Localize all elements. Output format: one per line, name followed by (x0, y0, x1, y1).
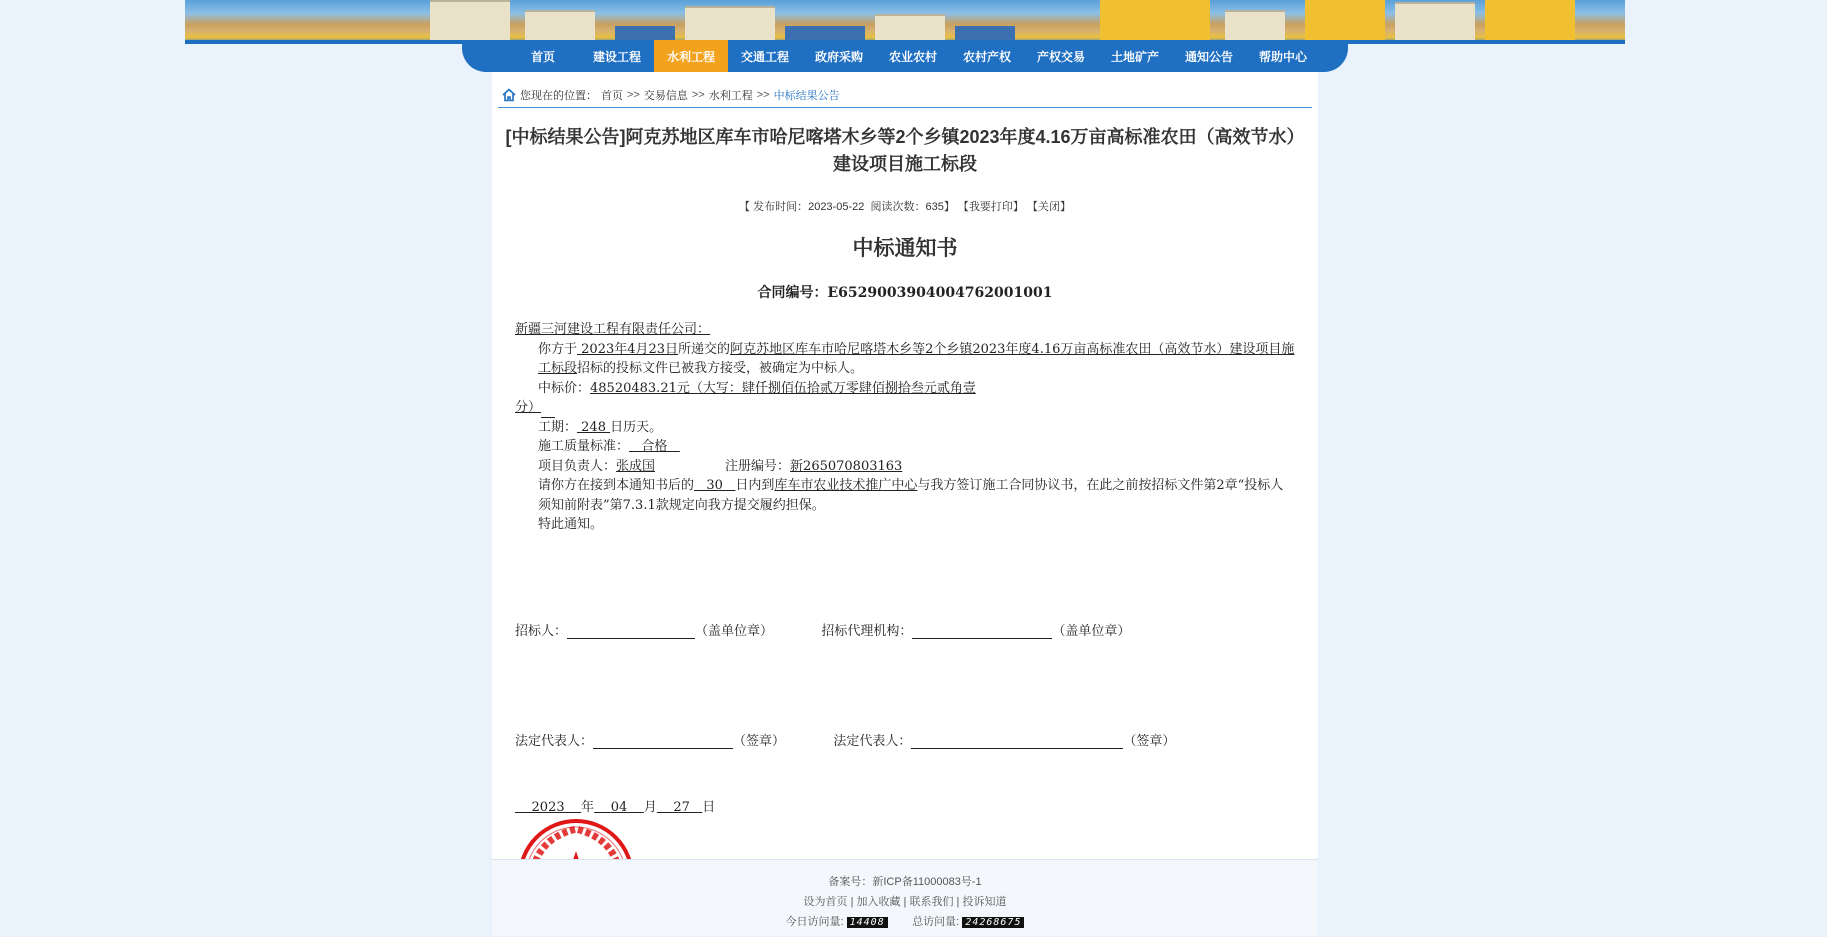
breadcrumb-separator: >> (691, 88, 705, 101)
tenderer-row (515, 620, 1130, 639)
footer-link-contact[interactable]: 联系我们 (909, 896, 954, 908)
breadcrumb-item-trade-info[interactable]: 交易信息 (643, 89, 688, 102)
sign-text-a: 请你方在接到本通知书后的 (538, 478, 695, 493)
breadcrumb-prefix: 您现在的位置： (520, 89, 597, 102)
tenderer-label: 招标人： (515, 624, 568, 639)
footer-link-favorite[interactable]: 加入收藏 (856, 896, 901, 908)
today-visits-counter: 14408 (847, 917, 888, 928)
total-visits-counter: 24268675 (962, 917, 1024, 928)
nav-item-home[interactable]: 首页 (530, 49, 555, 64)
sign-text-c: 与我方签订施工合同协议书，在此之前按招标文件第2章“投标人须知前附表”第7.3.1款规定向我方提交履约担保。 (538, 478, 1284, 513)
date-month: 04 (610, 800, 628, 815)
nav-item-help[interactable]: 帮助中心 (1258, 49, 1307, 64)
article-title-line2: 建设项目施工标段 (833, 154, 977, 174)
date-year: 2023 (531, 800, 565, 815)
contract-label: 合同编号： (757, 285, 828, 301)
period-unit: 日历天。 (610, 419, 663, 435)
sign-days: 30 (694, 478, 736, 493)
nav-item-transport[interactable]: 交通工程 (740, 49, 789, 64)
p1-text-c: 招标的投标文件已被我方接受，被确定为中标人。 (577, 361, 864, 376)
legal-rep-note: （签章） (733, 734, 786, 749)
price-value: 48520483.21元（大写：肆仟捌佰伍拾贰万零肆佰捌拾叁元贰角壹 (590, 380, 976, 396)
day-unit: 日 (702, 800, 716, 815)
price-label: 中标价： (538, 380, 591, 396)
agent-legal-rep-note: （签章） (1123, 734, 1176, 749)
reg-number: 新265070803163 (790, 458, 903, 474)
article-meta (492, 198, 1318, 214)
price-continuation: 分） (515, 400, 542, 415)
footer-link-set-home[interactable]: 设为首页 (803, 896, 848, 908)
p1-text-b: 所递交的 (678, 341, 731, 357)
period-value: 248 (577, 419, 611, 435)
breadcrumb-item-water[interactable]: 水利工程 (708, 89, 753, 102)
breadcrumb-separator: >> (627, 88, 640, 101)
footer-link-complaint[interactable]: 投诉知道 (962, 896, 1007, 908)
closing-text: 特此通知。 (538, 517, 604, 532)
read-label: 阅读次数： (870, 201, 926, 213)
publish-date: 2023-05-22 (808, 201, 865, 213)
article-title (492, 124, 1318, 178)
today-visits-label: 今日访问量: (785, 916, 844, 928)
sign-org: 库车市农业技术推广中心 (774, 478, 918, 493)
main-nav (462, 40, 1348, 72)
nav-item-construction[interactable]: 建设工程 (592, 49, 641, 64)
quality-value: 合格 (629, 439, 680, 454)
reg-label: 注册编号： (725, 458, 791, 474)
p1-date: 2023年4月23日 (577, 341, 679, 357)
tenderer-note: （盖单位章） (695, 624, 774, 639)
legal-rep-row (515, 730, 1175, 749)
nav-item-government-procurement[interactable]: 政府采购 (814, 49, 863, 64)
publish-label: 【 发布时间： (739, 201, 809, 213)
agent-label: 招标代理机构： (821, 624, 913, 639)
header-banner (185, 0, 1625, 44)
breadcrumb-separator: >> (756, 88, 770, 101)
read-count: 635 (925, 201, 944, 213)
total-visits-label: 总访问量: (912, 916, 960, 928)
notice-body (515, 320, 1295, 535)
p1-project: 阿克苏地区库车市哈尼喀塔木乡等2个乡镇2023年度4.16万亩高标准农田（高效节水）建设项目施工标段 (538, 341, 1295, 376)
print-link[interactable]: 【我要打印】 (957, 201, 1024, 213)
manager-name: 张成国 (616, 458, 656, 474)
year-unit: 年 (581, 800, 595, 815)
breadcrumb-item-current[interactable]: 中标结果公告 (773, 89, 840, 102)
meta-close-bracket: 】 (943, 201, 955, 213)
nav-item-land-mining[interactable]: 土地矿产 (1110, 49, 1159, 64)
manager-label: 项目负责人： (538, 458, 617, 474)
p1-text-a: 你方于 (538, 341, 578, 357)
date-row (515, 796, 715, 815)
period-label: 工期： (538, 419, 578, 435)
quality-label: 施工质量标准： (538, 439, 630, 454)
contract-number (492, 282, 1318, 302)
close-link[interactable]: 【关闭】 (1026, 201, 1071, 213)
home-icon (502, 88, 516, 102)
legal-rep-label: 法定代表人： (515, 734, 594, 749)
month-unit: 月 (643, 800, 657, 815)
nav-item-water-conservancy[interactable]: 水利工程 (654, 40, 728, 72)
contract-value: E6529003904004762001001 (827, 285, 1053, 301)
content-page (492, 72, 1318, 936)
sign-text-b: 日内到 (735, 478, 775, 493)
agent-legal-rep-label: 法定代表人： (833, 734, 912, 749)
nav-item-rural-property[interactable]: 农村产权 (962, 49, 1011, 64)
article-title-line1: [中标结果公告]阿克苏地区库车市哈尼喀塔木乡等2个乡镇2023年度4.16万亩高标准农田（高效节水） (505, 127, 1305, 147)
breadcrumb-item-home[interactable]: 首页 (601, 89, 623, 102)
nav-item-notices[interactable]: 通知公告 (1184, 49, 1233, 64)
agent-note: （盖单位章） (1052, 624, 1131, 639)
icp-text: 备案号：新ICP备11000083号-1 (828, 876, 982, 888)
date-day: 27 (673, 800, 690, 815)
breadcrumb (498, 86, 1312, 108)
nav-item-agriculture[interactable]: 农业农村 (888, 49, 937, 64)
footer: 备案号：新ICP备11000083号-1 设为首页 | 加入收藏 | 联系我们 | 投诉知道 今日访问量: 14408 总访问量: 24268675 (492, 859, 1318, 936)
addressee: 新疆三河建设工程有限责任公司： (515, 322, 711, 337)
nav-item-property-trading[interactable]: 产权交易 (1036, 49, 1085, 64)
notice-heading: 中标通知书 (852, 237, 958, 260)
